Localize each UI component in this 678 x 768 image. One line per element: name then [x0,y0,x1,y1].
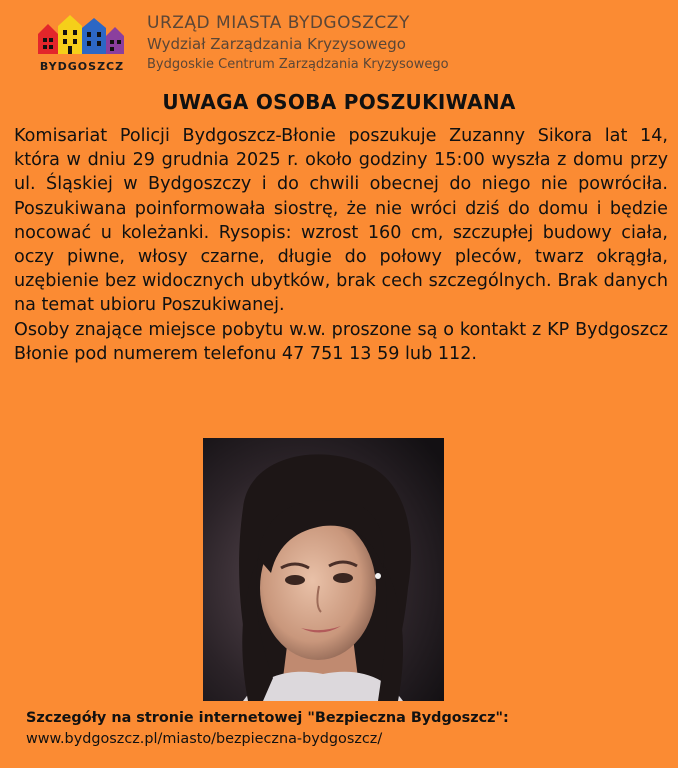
footer-url: www.bydgoszcz.pl/miasto/bezpieczna-bydgoszcz/ [26,731,383,747]
org-center: Bydgoskie Centrum Zarządzania Kryzysowego [147,57,449,72]
logo-wordmark: BYDGOSZCZ [39,60,125,73]
footer [26,708,509,750]
missing-person-photo [203,438,444,701]
organization-info [147,12,449,74]
description-paragraph: Komisariat Policji Bydgoszcz-Błonie poszukuje Zuzanny Sikora lat 14, która w dniu 29 grudnia 2025 r. około godziny 15:00 wyszła z domu przy ul. Śląskiej w Bydgoszczy i do chwili obecnej do niego nie powróciła. Poszukiwana poinformowała siostrę, że nie wróci dziś do domu i będzie nocować u koleżanki. Rysopis: wzrost 160 cm, szczupłej budowy ciała, oczy piwne, włosy czarne, długie do połowy pleców, twarz okrągła, uzębienie bez widocznych ubytków, brak cech szczególnych. Brak danych na temat ubioru Poszukiwanej. [14,126,668,316]
city-logo [34,12,130,80]
footer-details-label: Szczegóły na stronie internetowej "Bezpieczna Bydgoszcz": [26,710,509,726]
houses-icon [34,12,130,62]
org-name: URZĄD MIASTA BYDGOSZCZY [147,13,410,33]
contact-paragraph: Osoby znające miejsce pobytu w.w. proszone są o kontakt z KP Bydgoszcz Błonie pod numerem telefonu 47 751 13 59 lub 112. [14,319,668,364]
org-department: Wydział Zarządzania Kryzysowego [147,35,406,53]
header [0,0,678,88]
notice-body [14,124,668,366]
notice-title: UWAGA OSOBA POSZUKIWANA [162,90,516,114]
